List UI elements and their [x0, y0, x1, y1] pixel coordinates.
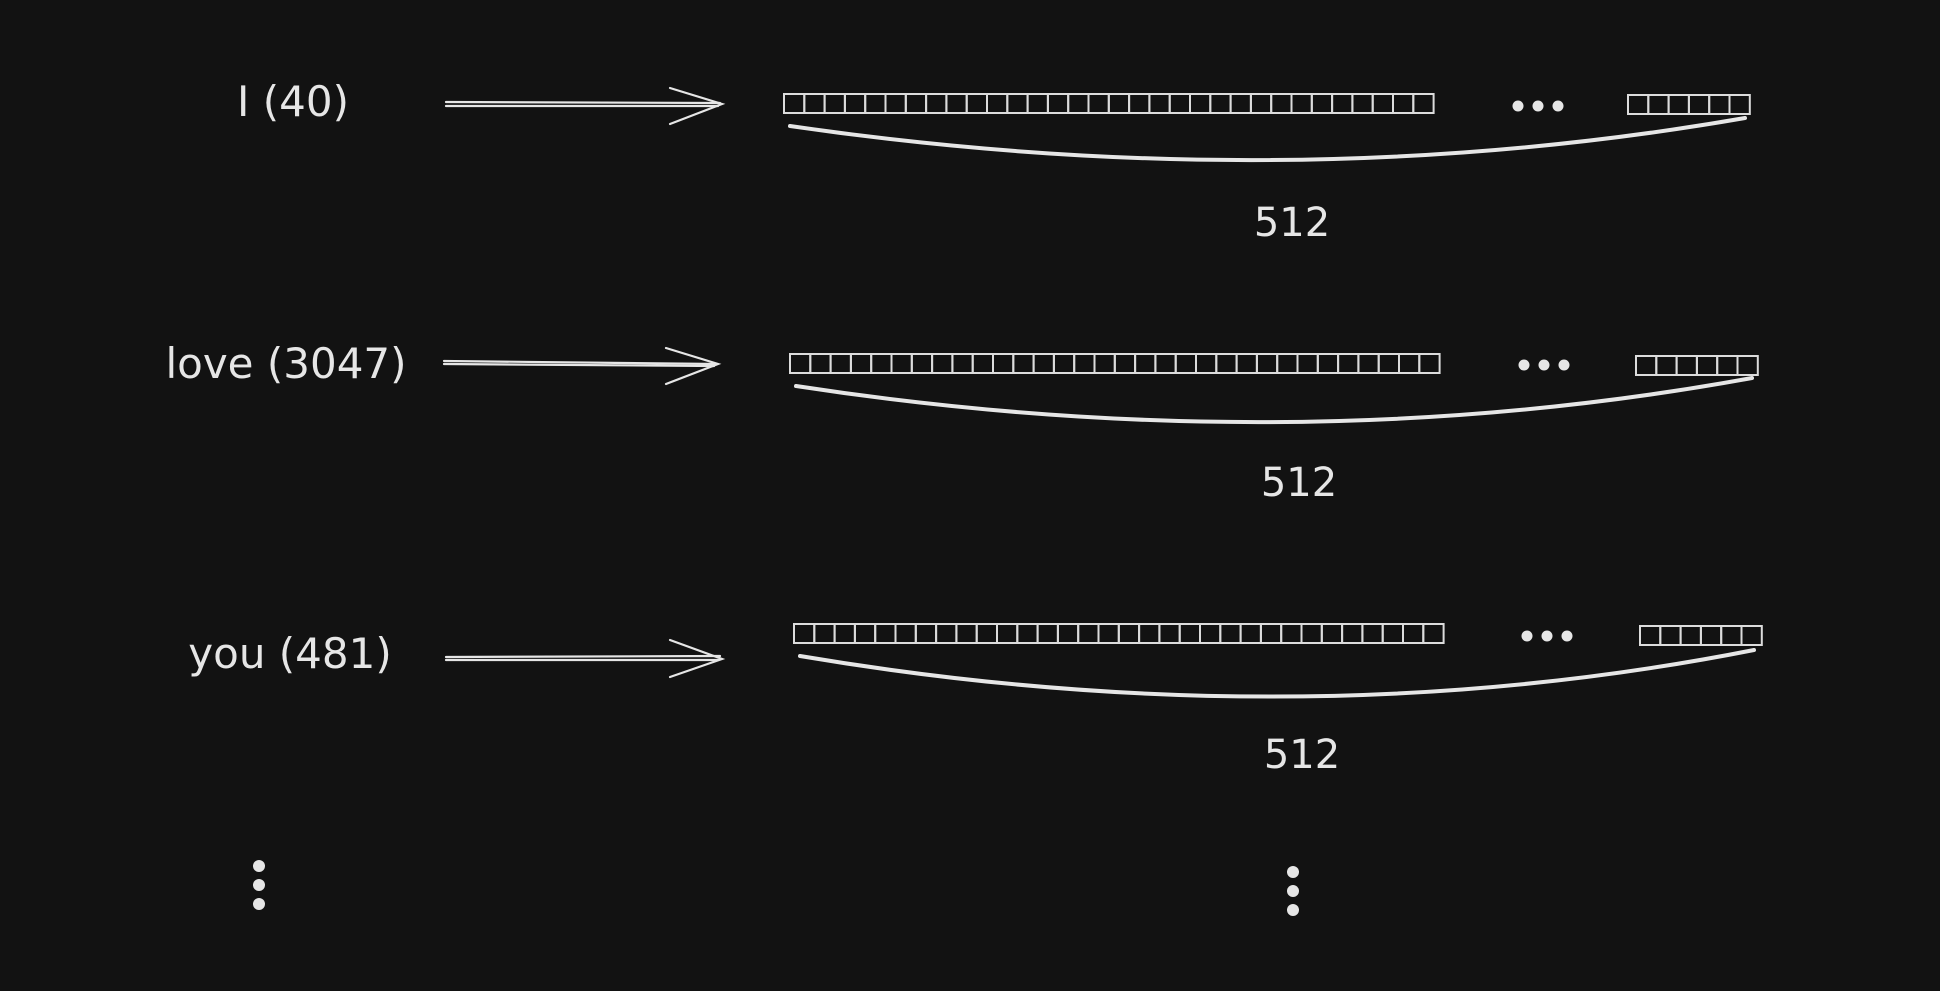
vector-cell [1721, 626, 1741, 645]
dimension-label-you: 512 [1263, 732, 1341, 778]
vector-cell [871, 354, 891, 373]
vector-cell [804, 94, 824, 113]
vector-cell [1170, 94, 1190, 113]
vector-cell [1149, 94, 1169, 113]
vector-cell [1393, 94, 1413, 113]
vector-cell [1251, 94, 1271, 113]
vector-cell [1241, 624, 1261, 643]
vector-cell [810, 354, 830, 373]
vector-cell [946, 94, 966, 113]
horizontal-ellipsis-icon [1522, 631, 1573, 642]
vector-cell [936, 624, 956, 643]
vector-cell [1261, 624, 1281, 643]
vector-cells-you [794, 624, 1444, 643]
vertical-ellipsis-icon [1287, 866, 1299, 916]
vector-cell [1709, 95, 1729, 114]
vector-cell [831, 354, 851, 373]
vector-cell [997, 624, 1017, 643]
vector-cell [1697, 356, 1717, 375]
vector-cells-i [784, 94, 1434, 113]
vector-cell [912, 354, 932, 373]
vector-cell [1231, 94, 1251, 113]
vector-cell [784, 94, 804, 113]
vector-cell [1689, 95, 1709, 114]
vector-cell [1048, 94, 1068, 113]
vector-cell [1298, 354, 1318, 373]
vector-tail-cells-love [1636, 356, 1758, 375]
vector-cell [1210, 94, 1230, 113]
vector-cell [851, 354, 871, 373]
vector-cell [1257, 354, 1277, 373]
vector-cell [1139, 624, 1159, 643]
vector-cell [1034, 354, 1054, 373]
vector-cell [956, 624, 976, 643]
vector-cell [1640, 626, 1660, 645]
vector-cell [1413, 94, 1433, 113]
vector-cell [1681, 626, 1701, 645]
vector-cell [1701, 626, 1721, 645]
vector-cell [896, 624, 916, 643]
vector-cell [1237, 354, 1257, 373]
row-token-you [188, 624, 1762, 778]
vector-cell [1109, 94, 1129, 113]
vector-cell [1277, 354, 1297, 373]
vector-cell [967, 94, 987, 113]
vector-cell [865, 94, 885, 113]
vector-cell [1176, 354, 1196, 373]
vector-cell [1017, 624, 1037, 643]
vector-cell [1216, 354, 1236, 373]
vector-cell [1054, 354, 1074, 373]
vector-cell [1013, 354, 1033, 373]
vector-cell [1669, 95, 1689, 114]
vector-cell [987, 94, 1007, 113]
vector-cell [1038, 624, 1058, 643]
vector-cell [814, 624, 834, 643]
vector-cell [1717, 356, 1737, 375]
vector-cell [1656, 356, 1676, 375]
vector-cell [1271, 94, 1291, 113]
vector-cell [1332, 94, 1352, 113]
vector-cell [835, 624, 855, 643]
vector-cells-love [790, 354, 1440, 373]
vector-cell [1095, 354, 1115, 373]
vector-cell [1362, 624, 1382, 643]
vector-cell [1099, 624, 1119, 643]
vector-cell [1312, 94, 1332, 113]
vector-cell [1358, 354, 1378, 373]
dimension-brace-you [800, 650, 1754, 697]
vector-cell [973, 354, 993, 373]
vector-cell [1028, 94, 1048, 113]
dimension-label-love: 512 [1260, 460, 1338, 506]
vector-cell [1007, 94, 1027, 113]
vector-cell [1352, 94, 1372, 113]
vector-cell [1338, 354, 1358, 373]
vector-cell [875, 624, 895, 643]
vector-cell [1738, 356, 1758, 375]
vector-cell [1628, 95, 1648, 114]
dimension-brace-love [796, 378, 1752, 422]
vector-cell [1129, 94, 1149, 113]
vector-cell [1648, 95, 1668, 114]
vector-cell [1292, 94, 1312, 113]
vector-cell [1730, 95, 1750, 114]
vector-cell [845, 94, 865, 113]
vector-cell [892, 354, 912, 373]
vector-cell [886, 94, 906, 113]
vector-cell [794, 624, 814, 643]
row-token-i [237, 77, 1750, 246]
horizontal-ellipsis-icon [1519, 360, 1570, 371]
vector-cell [977, 624, 997, 643]
vector-tail-cells-you [1640, 626, 1762, 645]
arrow-you [446, 640, 722, 677]
vector-cell [1115, 354, 1135, 373]
vector-tail-cells-i [1628, 95, 1750, 114]
vector-cell [1660, 626, 1680, 645]
vector-cell [790, 354, 810, 373]
arrow-love [444, 348, 718, 384]
vector-cell [1155, 354, 1175, 373]
vector-cell [1074, 354, 1094, 373]
vector-cell [1302, 624, 1322, 643]
vector-cell [1318, 354, 1338, 373]
token-label-love: love (3047) [165, 339, 407, 388]
dimension-label-i: 512 [1253, 200, 1331, 246]
row-token-love [165, 339, 1757, 506]
vector-cell [1322, 624, 1342, 643]
vector-cell [926, 94, 946, 113]
horizontal-ellipsis-icon [1513, 101, 1564, 112]
vector-cell [1068, 94, 1088, 113]
vector-cell [993, 354, 1013, 373]
vector-cell [1742, 626, 1762, 645]
vector-cell [1379, 354, 1399, 373]
vector-cell [1089, 94, 1109, 113]
vector-cell [1399, 354, 1419, 373]
vector-cell [1119, 624, 1139, 643]
vector-cell [906, 94, 926, 113]
vector-cell [1078, 624, 1098, 643]
vector-cell [1419, 354, 1439, 373]
vector-cell [855, 624, 875, 643]
vector-cell [1423, 624, 1443, 643]
vector-cell [1403, 624, 1423, 643]
vector-cell [1383, 624, 1403, 643]
vector-cell [1058, 624, 1078, 643]
vector-cell [1636, 356, 1656, 375]
vector-cell [1180, 624, 1200, 643]
vector-cell [1196, 354, 1216, 373]
arrow-i [446, 88, 722, 124]
vector-cell [1677, 356, 1697, 375]
token-label-i: I (40) [237, 77, 349, 126]
vector-cell [1373, 94, 1393, 113]
vector-cell [952, 354, 972, 373]
vertical-ellipsis-icon [253, 860, 265, 910]
vector-cell [1220, 624, 1240, 643]
vector-cell [825, 94, 845, 113]
vector-cell [1159, 624, 1179, 643]
vector-cell [932, 354, 952, 373]
vector-cell [1200, 624, 1220, 643]
vector-cell [1190, 94, 1210, 113]
dimension-brace-i [790, 118, 1745, 160]
vector-cell [1342, 624, 1362, 643]
vector-cell [916, 624, 936, 643]
vector-cell [1281, 624, 1301, 643]
token-label-you: you (481) [188, 629, 392, 678]
vector-cell [1135, 354, 1155, 373]
